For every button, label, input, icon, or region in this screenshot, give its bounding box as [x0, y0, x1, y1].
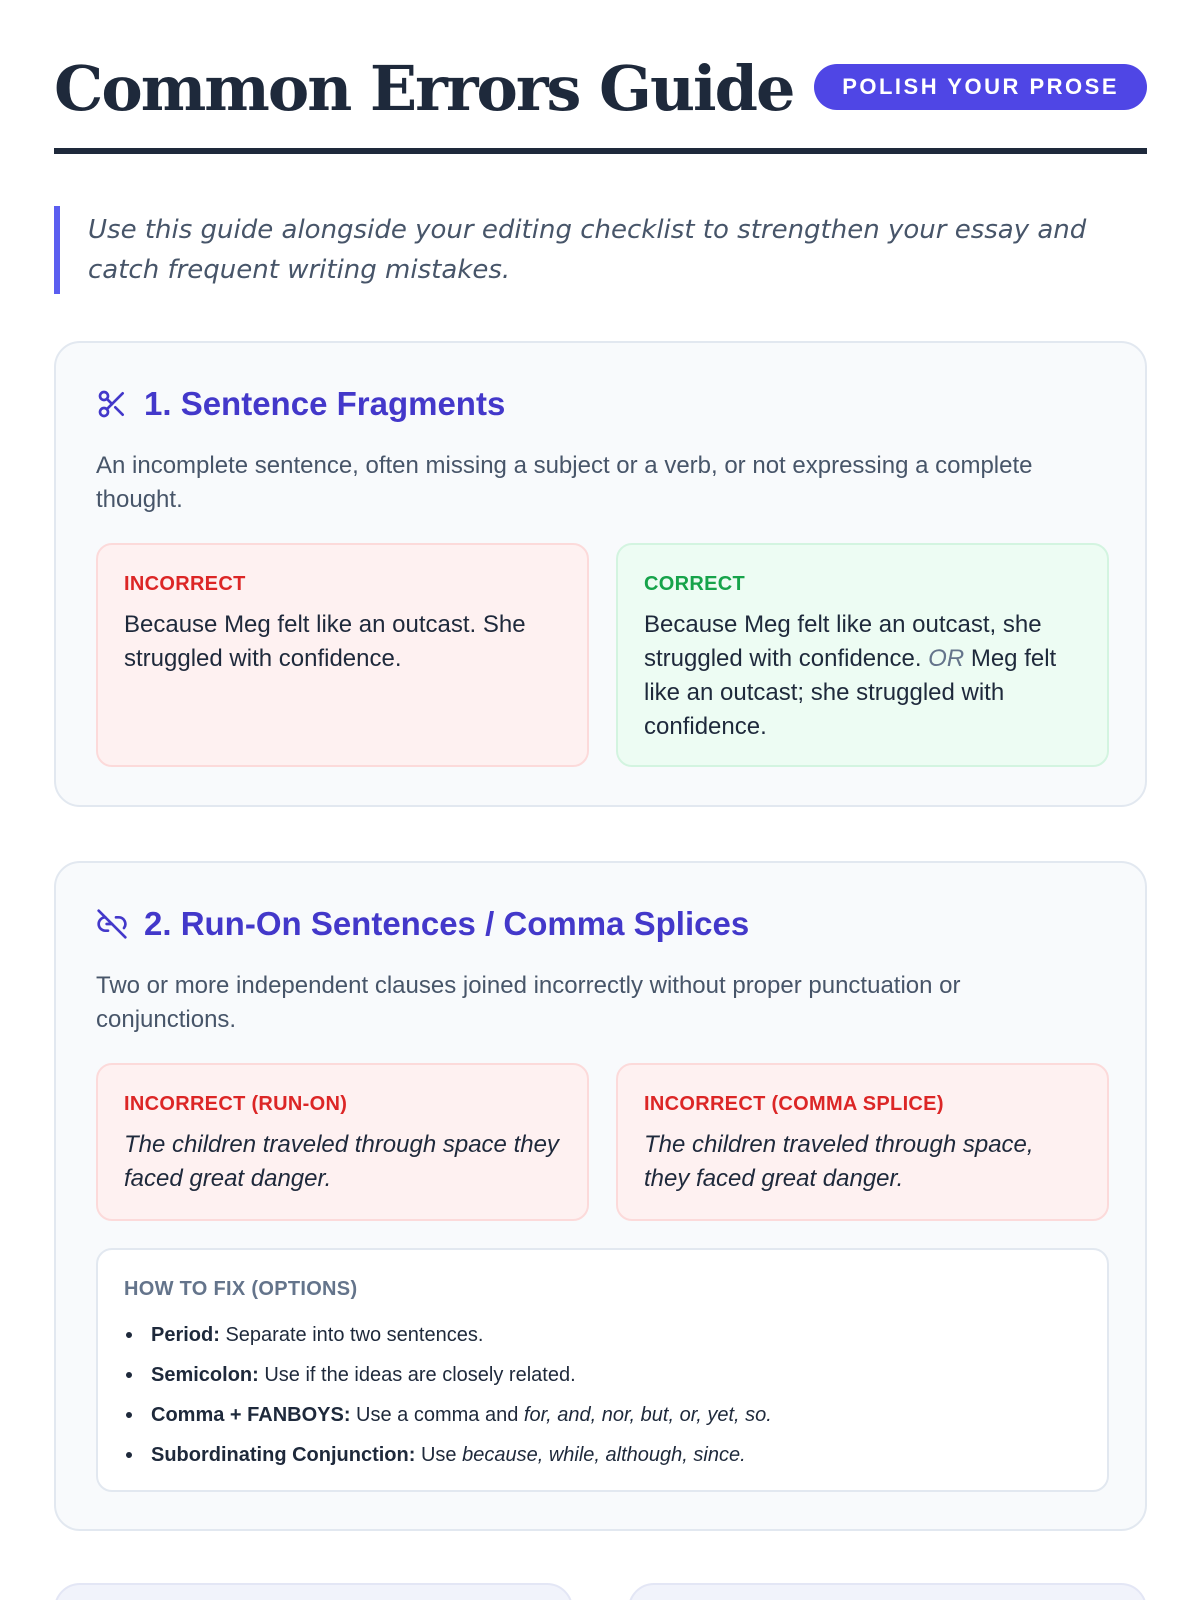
fix-example: for, and, nor, but, or, yet, so. — [523, 1404, 772, 1426]
how-to-fix-box — [96, 1248, 1109, 1492]
run-on-label: INCORRECT (RUN-ON) — [124, 1093, 348, 1115]
comma-splice-text: The children traveled through space, they faced great danger. — [644, 1131, 1034, 1192]
incorrect-label: INCORRECT — [124, 573, 246, 595]
fix-term: Subordinating Conjunction: — [151, 1444, 416, 1466]
or-separator: OR — [928, 645, 965, 672]
scissors-icon — [96, 388, 128, 420]
section-run-on-sentences — [54, 861, 1147, 1531]
list-item — [124, 1395, 1081, 1435]
fix-text: Use a comma and — [356, 1404, 519, 1426]
broken-link-icon — [96, 908, 128, 940]
correct-example — [616, 543, 1109, 767]
section-title-text: 2. Run-On Sentences / Comma Splices — [144, 905, 750, 942]
fix-text: Use if the ideas are closely related. — [264, 1364, 576, 1386]
how-to-fix-label: HOW TO FIX (OPTIONS) — [124, 1278, 358, 1300]
fix-term: Semicolon: — [151, 1364, 259, 1386]
fix-example: because, while, although, since. — [462, 1444, 746, 1466]
intro-callout: Use this guide alongside your editing checklist to strengthen your essay and catch frequent writing mistakes. — [54, 206, 1147, 294]
correct-option-2: Meg felt like an outcast; she struggled with confidence. — [644, 645, 1057, 740]
run-on-example — [96, 1063, 589, 1221]
page-header — [54, 0, 1147, 154]
incorrect-example — [96, 543, 589, 767]
section-sentence-fragments — [54, 341, 1147, 807]
incorrect-text: Because Meg felt like an outcast. She struggled with confidence. — [124, 611, 526, 672]
comma-splice-label: INCORRECT (COMMA SPLICE) — [644, 1093, 944, 1115]
list-item — [124, 1315, 1081, 1355]
section-description: Two or more independent clauses joined incorrectly without proper punctuation or conjunctions. — [96, 972, 961, 1033]
fix-text: Use — [420, 1444, 457, 1466]
section-title — [96, 905, 749, 943]
comma-splice-example — [616, 1063, 1109, 1221]
section-description: An incomplete sentence, often missing a subject or a verb, or not expressing a complete thought. — [96, 452, 1033, 513]
correct-text — [644, 608, 1081, 744]
fix-text: Separate into two sentences. — [225, 1324, 484, 1346]
correct-label: CORRECT — [644, 573, 745, 595]
next-card-left — [54, 1583, 573, 1600]
guide-page — [54, 0, 1147, 1466]
section-title — [96, 385, 505, 423]
correct-option-1: Because Meg felt like an outcast, she struggled with confidence. — [644, 611, 1042, 672]
fix-options-list — [124, 1315, 1081, 1475]
next-card-right — [628, 1583, 1147, 1600]
polish-badge: POLISH YOUR PROSE — [814, 64, 1147, 110]
fix-term: Period: — [151, 1324, 220, 1346]
page-title: Common Errors Guide — [54, 52, 794, 125]
section-title-text: 1. Sentence Fragments — [144, 385, 506, 422]
list-item — [124, 1355, 1081, 1395]
list-item — [124, 1435, 1081, 1475]
run-on-text: The children traveled through space they faced great danger. — [124, 1131, 559, 1192]
fix-term: Comma + FANBOYS: — [151, 1404, 351, 1426]
